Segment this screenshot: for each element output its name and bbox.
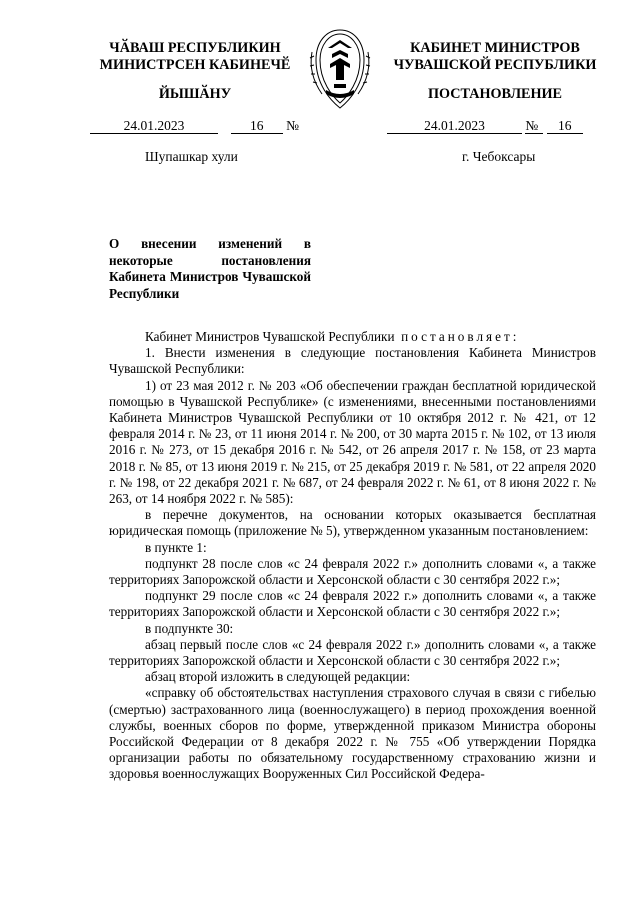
intro-spaced-word: постановляет: [401,329,520,344]
right-org-title [380,40,610,74]
left-date-number-line [90,118,299,134]
body-paragraph: абзац второй изложить в следующей редакции: [145,669,411,685]
right-date: 24.01.2023 [387,118,522,134]
left-date: 24.01.2023 [90,118,218,134]
body-paragraph: в пункте 1: [145,539,207,555]
body-paragraph: в перечне документов, на основании которых оказывается бесплатная юридическая помощь (приложение № 5), утвержденном указанным постановлением: [109,507,596,539]
left-org-title-line2: МИНИСТРСЕН КАБИНЕЧӖ [99,57,291,73]
left-doc-type: ЙЫШӐНУ [158,86,232,102]
document-body [109,329,596,783]
left-number: 16 [231,118,283,134]
right-org-title-line2: ЧУВАШСКОЙ РЕСПУБЛИКИ [393,57,597,73]
coat-of-arms-emblem [300,24,380,114]
body-paragraph: 1. Внести изменения в следующие постановления Кабинета Министров Чувашской Республики: [109,345,596,377]
intro-prefix: Кабинет Министров Чувашской Республики [145,329,395,344]
left-org-title-line1: ЧӐВАШ РЕСПУБЛИКИН [109,40,281,56]
right-place: г. Чебоксары [462,149,536,164]
body-paragraph: в подпункте 30: [145,620,234,636]
right-number-sign: № [525,118,543,134]
right-doc-type: ПОСТАНОВЛЕНИЕ [427,86,563,102]
right-date-number-line [387,118,583,134]
left-place: Шупашкар хули [145,149,238,164]
body-paragraph: абзац первый после слов «с 24 февраля 2022 г.» дополнить словами «, а также территориях Запорожской области и Херсонской области с 30 сентября 2022 г.»; [109,636,596,669]
left-org-title [80,40,310,74]
body-paragraph: подпункт 28 после слов «с 24 февраля 2022 г.» дополнить словами «, а также территориях Запорожской области и Херсонской области с 30 сентября 2022 г.»; [109,555,596,588]
document-subject: О внесении изменений в некоторые постановления Кабинета Министров Чувашской Республики [109,236,311,301]
body-paragraph: 1) от 23 мая 2012 г. № 203 «Об обеспечении граждан бесплатной юридической помощью в Чувашской Республике» (с изменениями, внесенными постановлениями Кабинета Министров Чувашской Республики от 10 октября 2012 г. № 421, от 12 февраля 2014 г. № 23, от 11 июня 2014 г. № 200, от 30 марта 2015 г. № 102, от 13 июля 2016 г. № 273, от 15 декабря 2016 г. № 542, от 26 апреля 2017 г. № 158, от 23 марта 2018 г. № 85, от 13 июня 2019 г. № 215, от 25 декабря 2019 г. № 581, от 22 апреля 2020 г. № 198, от 22 декабря 2021 г. № 687, от 24 февраля 2022 г. № 61, от 8 июня 2022 г. № 263, от 14 ноября 2022 г. № 585): [109,377,596,507]
left-number-sign: № [286,118,300,133]
body-paragraph: подпункт 29 после слов «с 24 февраля 2022 г.» дополнить словами «, а также территориях Запорожской области и Херсонской области с 30 сентября 2022 г.»; [109,588,596,620]
body-paragraph: «справку об обстоятельствах наступления страхового случая в связи с гибелью (смертью) застрахованного лица (военнослужащего) в период прохождения военной службы, военных сборов по форме, утвержденной приказом Министра обороны Российской Федерации от 8 декабря 2022 г. № 755 «Об утверждении Порядка организации работы по обязательному государственному страхованию жизни и здоровья военнослужащих Вооруженных Сил Российской Федера- [109,685,596,782]
intro-paragraph [109,329,596,345]
right-org-title-line1: КАБИНЕТ МИНИСТРОВ [410,40,580,56]
right-number: 16 [547,118,583,134]
